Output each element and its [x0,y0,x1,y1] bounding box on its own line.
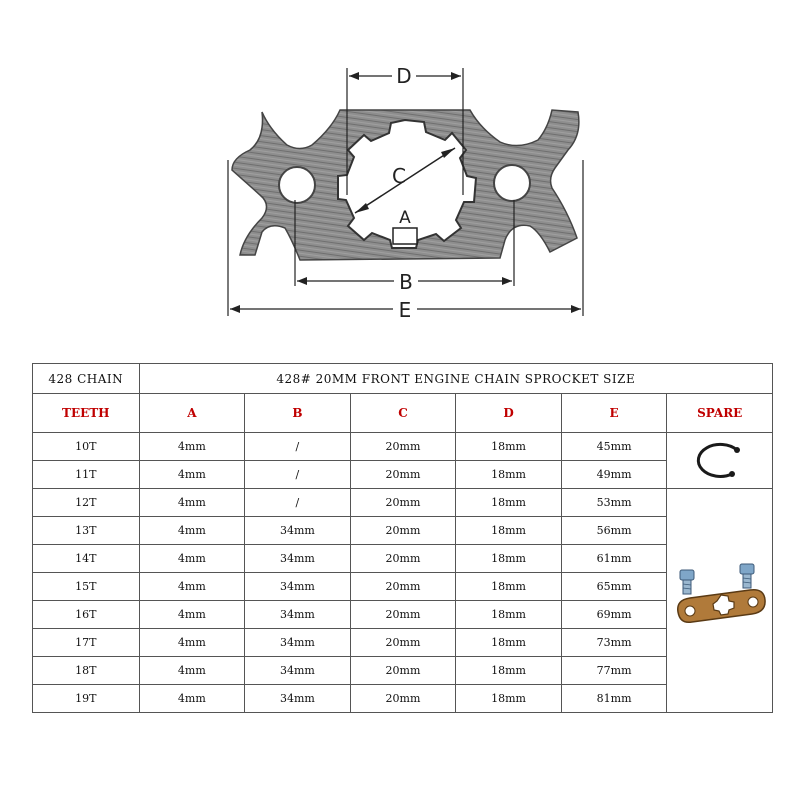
cell-a: 4mm [139,461,245,489]
cell-teeth: 14T [33,545,140,573]
spare-retainer-cell [667,489,773,713]
cell-e: 61mm [561,545,667,573]
table-header-row [33,394,773,433]
header-d: D [456,394,562,433]
cell-a: 4mm [139,601,245,629]
cell-c: 20mm [350,517,456,545]
table-row [33,517,773,545]
cell-b: / [245,433,351,461]
header-c: C [350,394,456,433]
table-row [33,573,773,601]
cell-e: 73mm [561,629,667,657]
label-d: D [396,64,412,88]
cell-d: 18mm [456,545,562,573]
cell-teeth: 17T [33,629,140,657]
table-row [33,545,773,573]
table-row [33,685,773,713]
label-c: C [392,164,406,188]
cell-c: 20mm [350,685,456,713]
cell-a: 4mm [139,657,245,685]
cell-d: 18mm [456,489,562,517]
cell-a: 4mm [139,489,245,517]
cell-b: / [245,489,351,517]
cell-teeth: 10T [33,433,140,461]
cell-teeth: 16T [33,601,140,629]
cell-a: 4mm [139,629,245,657]
cell-c: 20mm [350,433,456,461]
cell-d: 18mm [456,657,562,685]
cell-e: 81mm [561,685,667,713]
cell-c: 20mm [350,601,456,629]
cell-d: 18mm [456,433,562,461]
cell-a: 4mm [139,573,245,601]
cell-d: 18mm [456,517,562,545]
cell-e: 56mm [561,517,667,545]
cell-c: 20mm [350,573,456,601]
cell-c: 20mm [350,629,456,657]
cell-b: 34mm [245,629,351,657]
header-e: E [561,394,667,433]
sprocket-diagram [0,0,800,350]
label-e: E [398,298,412,322]
table-row [33,601,773,629]
cell-d: 18mm [456,629,562,657]
header-b: B [245,394,351,433]
cell-d: 18mm [456,461,562,489]
cell-teeth: 18T [33,657,140,685]
cell-b: 34mm [245,573,351,601]
table-row [33,657,773,685]
cell-teeth: 12T [33,489,140,517]
cell-c: 20mm [350,657,456,685]
cell-c: 20mm [350,489,456,517]
cell-d: 18mm [456,573,562,601]
circlip-icon [685,434,755,484]
cell-e: 53mm [561,489,667,517]
cell-teeth: 11T [33,461,140,489]
cell-d: 18mm [456,601,562,629]
table-row [33,489,773,517]
a-notch-box [393,228,417,244]
cell-a: 4mm [139,685,245,713]
cell-e: 65mm [561,573,667,601]
chain-label: 428 CHAIN [33,364,140,394]
header-a: A [139,394,245,433]
cell-d: 18mm [456,685,562,713]
cell-a: 4mm [139,433,245,461]
cell-e: 45mm [561,433,667,461]
cell-b: 34mm [245,517,351,545]
bolt-hole-left [279,167,315,203]
header-teeth: TEETH [33,394,140,433]
cell-teeth: 13T [33,517,140,545]
label-b: B [399,270,413,294]
cell-a: 4mm [139,517,245,545]
cell-c: 20mm [350,461,456,489]
cell-b: / [245,461,351,489]
cell-e: 69mm [561,601,667,629]
table-row [33,629,773,657]
cell-b: 34mm [245,657,351,685]
retainer-plate-with-bolts-icon [668,554,772,644]
cell-b: 34mm [245,545,351,573]
cell-b: 34mm [245,601,351,629]
spare-circlip-cell [667,433,773,489]
cell-teeth: 19T [33,685,140,713]
cell-b: 34mm [245,685,351,713]
table-row [33,461,773,489]
table-title: 428# 20MM FRONT ENGINE CHAIN SPROCKET SIZE [139,364,772,394]
sprocket-size-table [32,363,773,713]
table-row [33,433,773,461]
cell-teeth: 15T [33,573,140,601]
cell-c: 20mm [350,545,456,573]
bolt-hole-right [494,165,530,201]
table-title-row [33,364,773,394]
label-a: A [399,208,411,228]
cell-e: 49mm [561,461,667,489]
cell-e: 77mm [561,657,667,685]
cell-a: 4mm [139,545,245,573]
header-spare: SPARE [667,394,773,433]
